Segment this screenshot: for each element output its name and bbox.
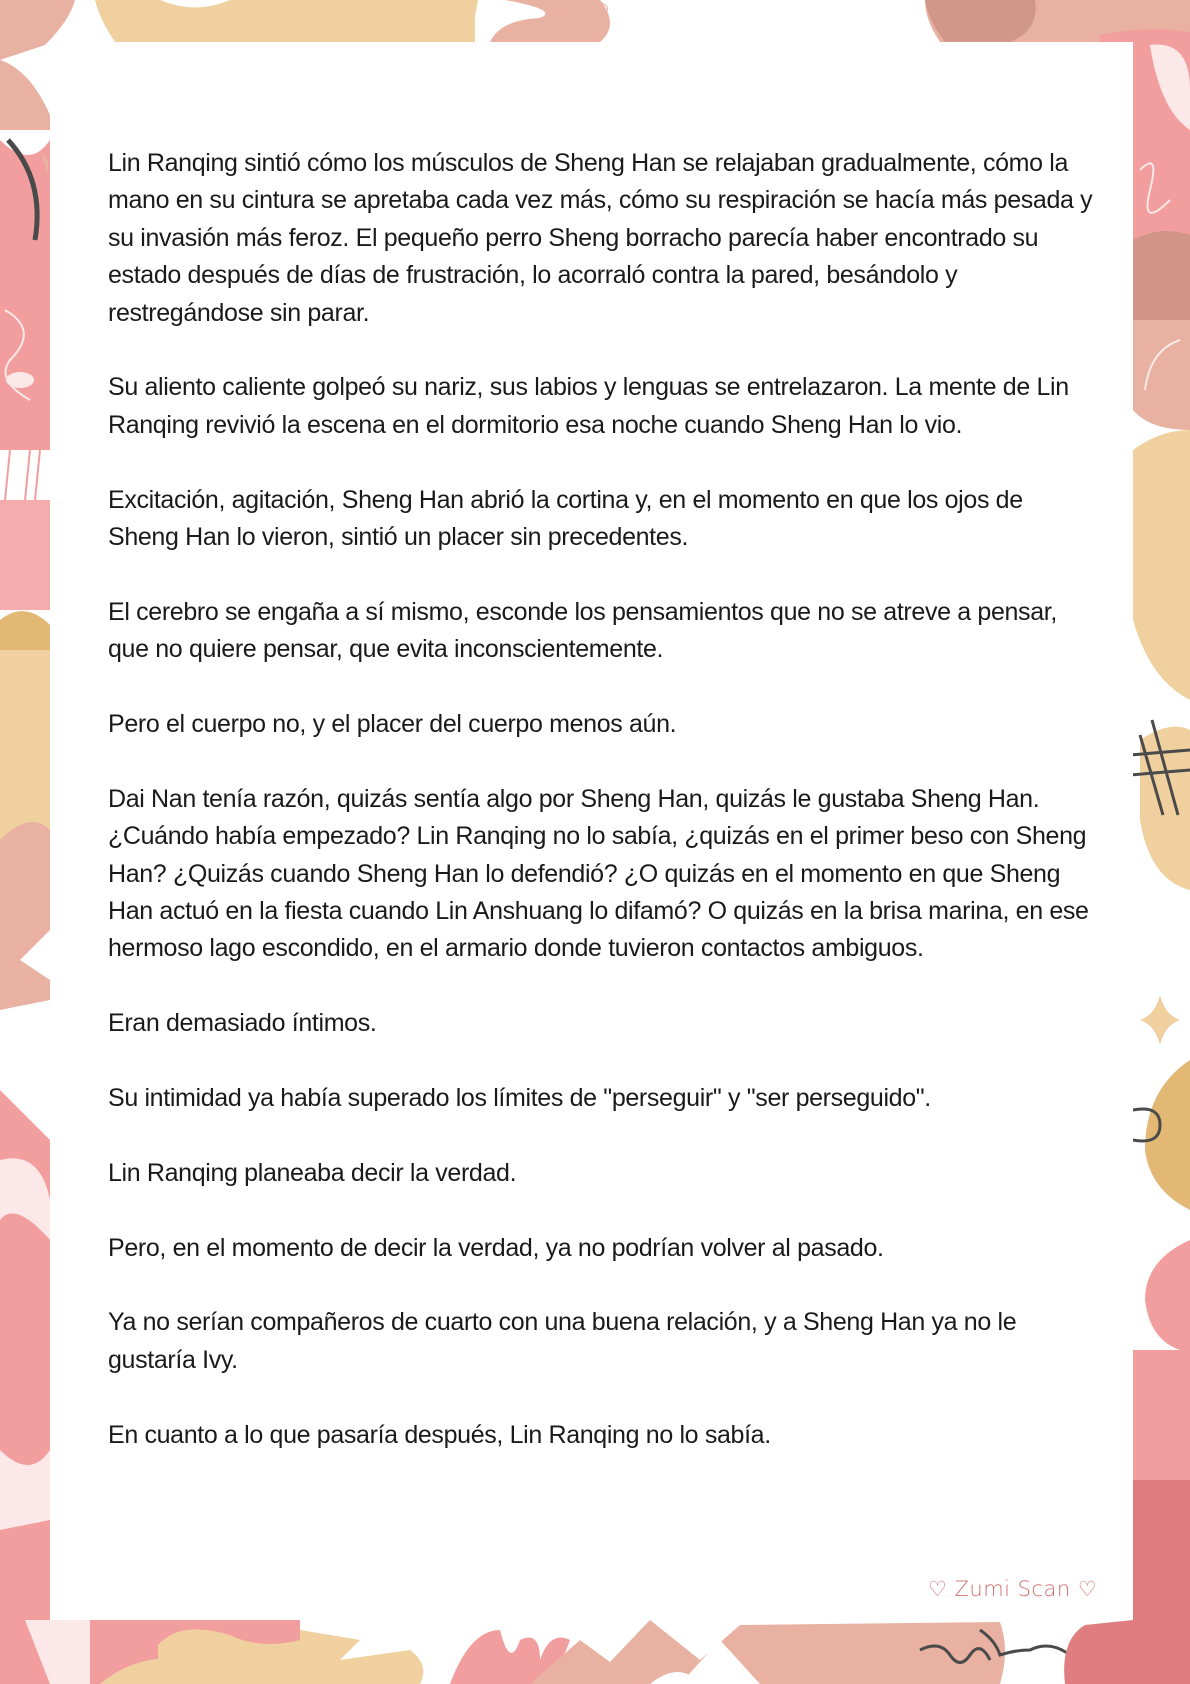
- paragraph: Su intimidad ya había superado los límites de "perseguir" y "ser perseguido".: [108, 1084, 931, 1113]
- paragraph: Pero el cuerpo no, y el placer del cuerpo menos aún.: [108, 710, 677, 739]
- paragraph: Ya no serían compañeros de cuarto con una buena relación, y a Sheng Han ya no le gustaría Ivy.: [108, 1308, 1017, 1374]
- paragraph: En cuanto a lo que pasaría después, Lin Ranqing no lo sabía.: [108, 1420, 771, 1449]
- paragraph: Dai Nan tenía razón, quizás sentía algo por Sheng Han, quizás le gustaba Sheng Han. ¿Cuándo había empezado? Lin Ranqing no lo sabía, ¿quizás en el primer beso con Sheng Han? ¿Quizás cuando Sheng Han lo defendió? ¿O quizás en el momento en que Sheng Han actuó en la fiesta cuando Lin Anshuang lo difamó? O quizás en la brisa marina, en ese hermoso lago escondido, en el armario donde tuvieron contactos ambiguos.: [108, 784, 1089, 963]
- paragraph: Excitación, agitación, Sheng Han abrió la cortina y, en el momento en que los ojos de Sheng Han lo vieron, sintió un placer sin precedentes.: [108, 485, 1023, 552]
- paragraph: Lin Ranqing sintió cómo los músculos de Sheng Han se relajaban gradualmente, cómo la mano en su cintura se apretaba cada vez más, cómo su respiración se hacía más pesada y su invasión más feroz. El pequeño perro Sheng borracho parecía haber encontrado su estado después de días de frustración, lo acorraló contra la pared, besándolo y restregándose sin parar.: [108, 149, 1093, 327]
- paragraph: Eran demasiado íntimos.: [108, 1009, 377, 1038]
- paragraph: El cerebro se engaña a sí mismo, esconde los pensamientos que no se atreve a pensar, que no quiere pensar, que evita inconscientemente.: [108, 597, 1057, 664]
- paragraph: Pero, en el momento de decir la verdad, ya no podrían volver al pasado.: [108, 1233, 884, 1262]
- paragraph: Lin Ranqing planeaba decir la verdad.: [108, 1158, 517, 1187]
- chapter-text: [108, 145, 1098, 1491]
- scan-group-signature: ♡ Zumi Scan ♡: [928, 1577, 1098, 1601]
- paragraph: Su aliento caliente golpeó su nariz, sus labios y lenguas se entrelazaron. La mente de Lin Ranqing revivió la escena en el dormitorio esa noche cuando Sheng Han lo vio.: [108, 373, 1069, 439]
